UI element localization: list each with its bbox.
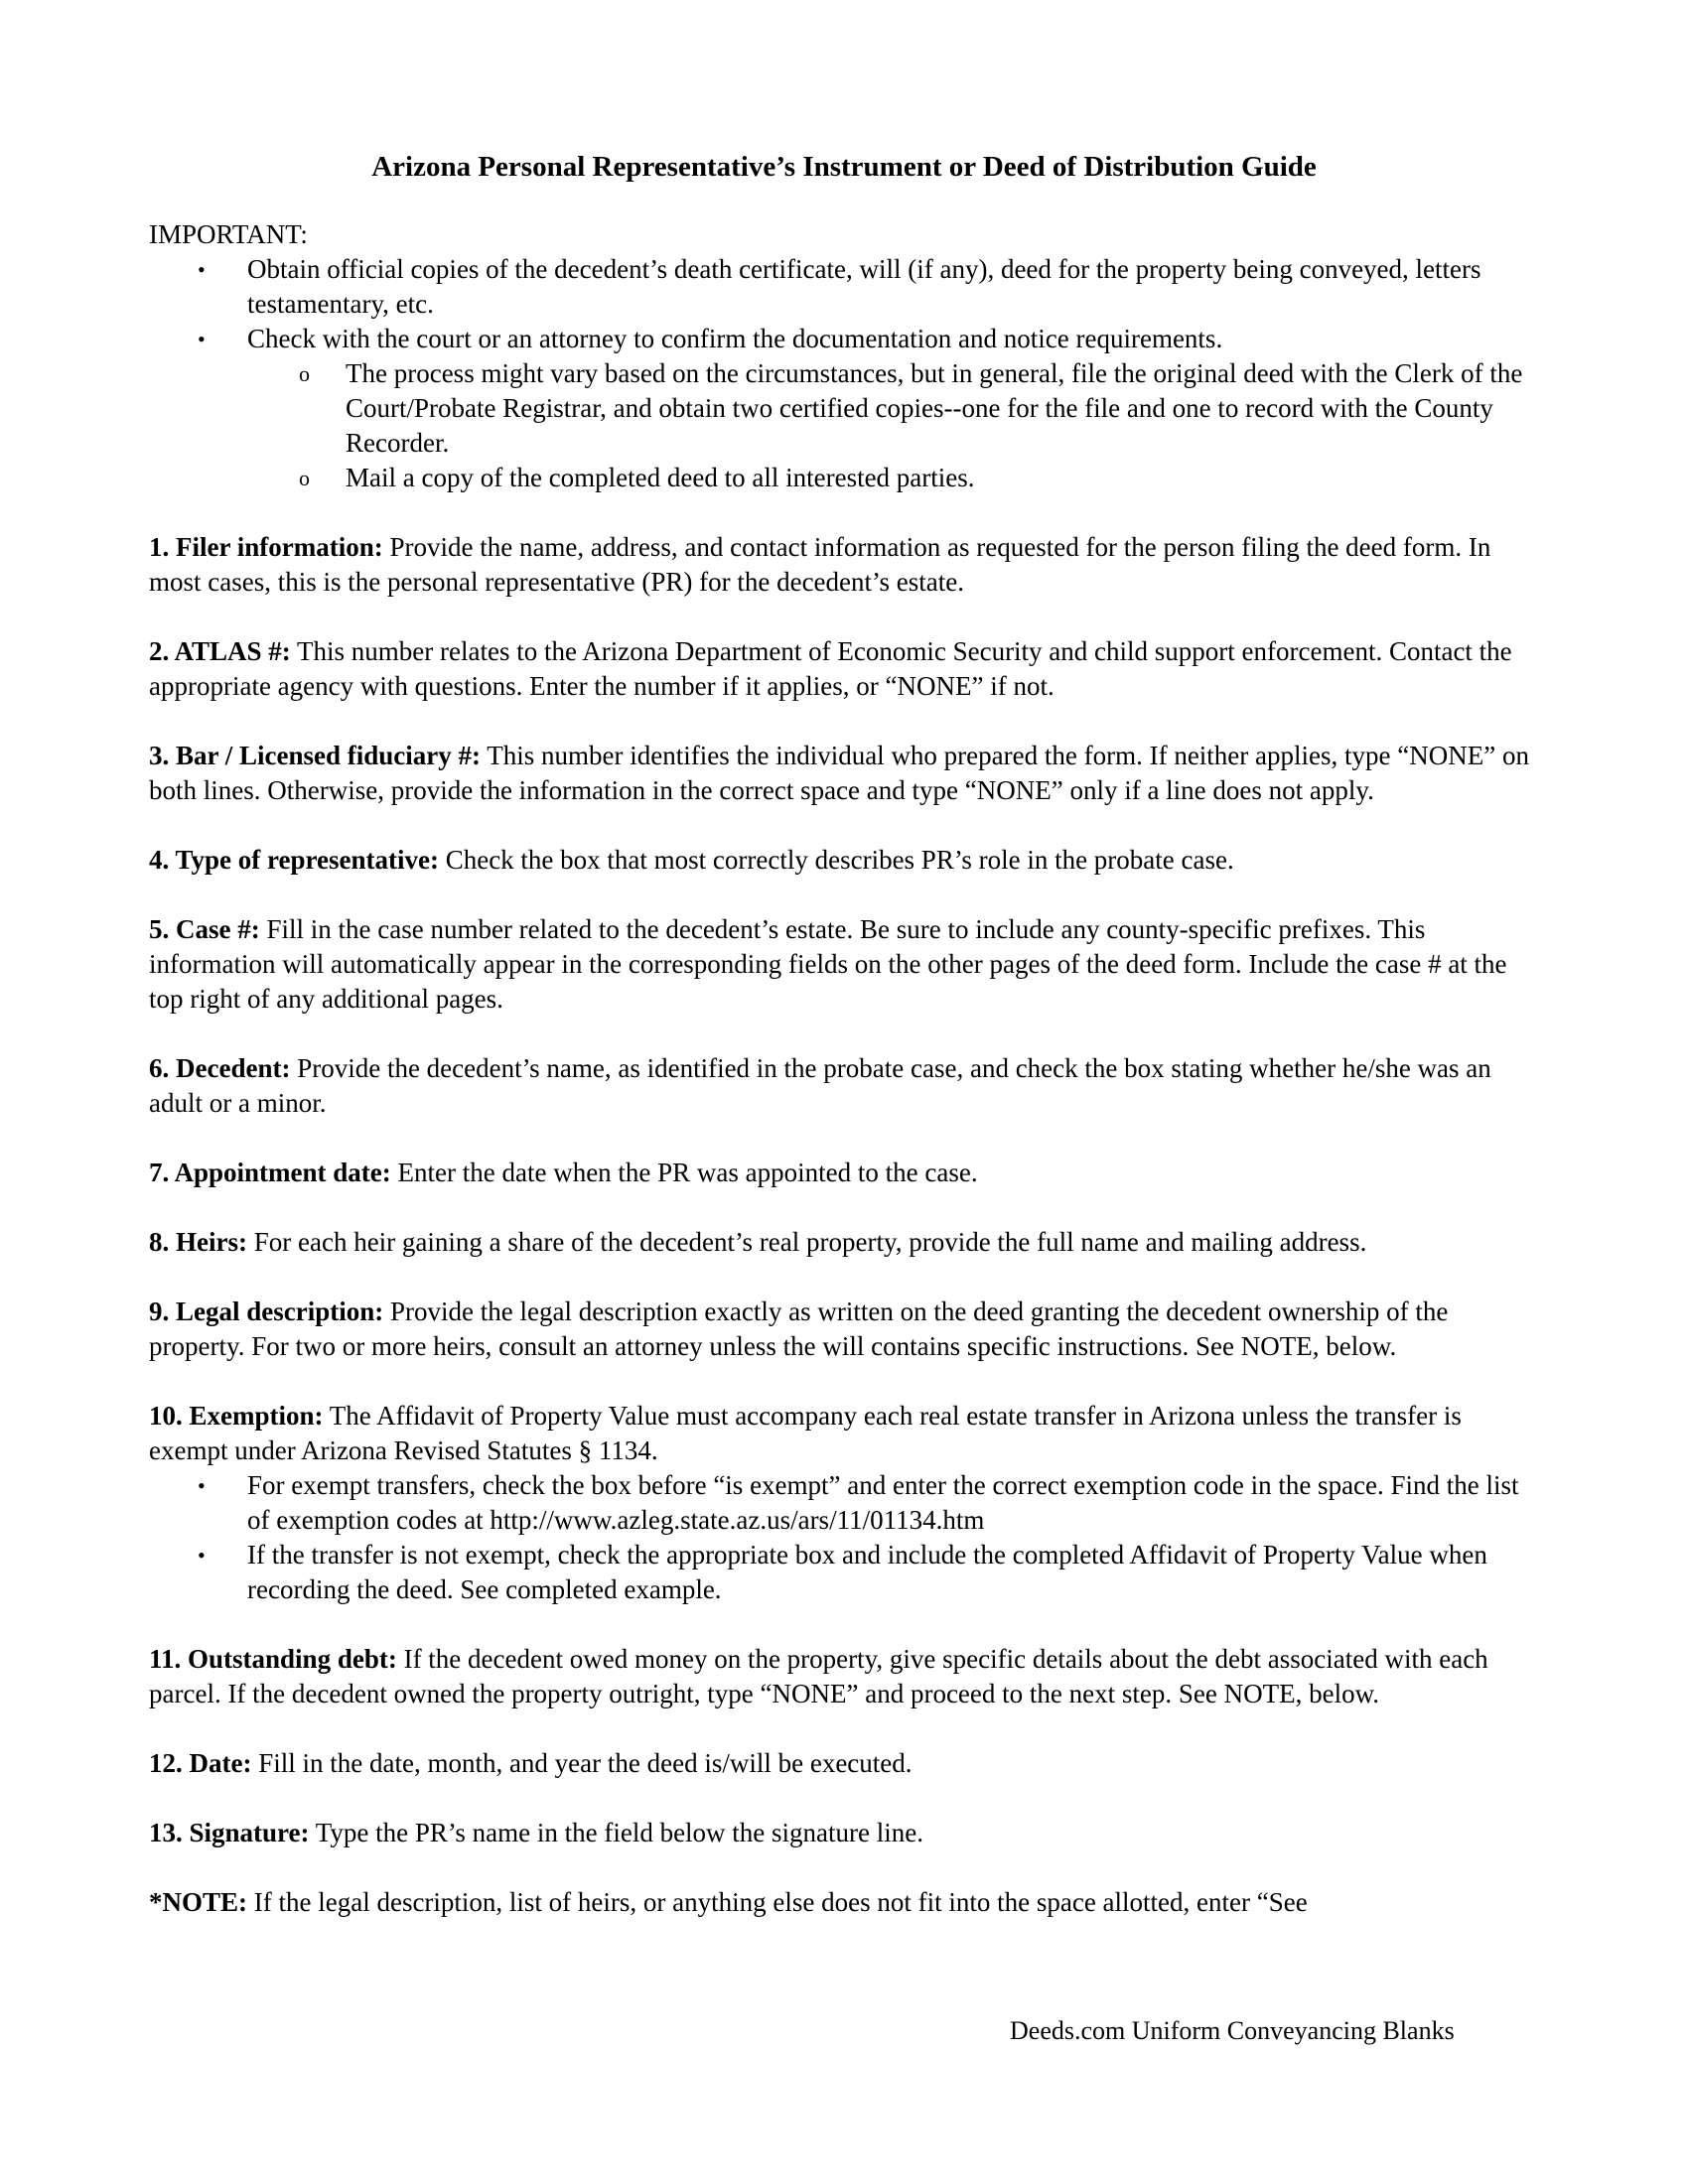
document-body bbox=[149, 217, 1539, 1920]
section-note bbox=[149, 1885, 1539, 1920]
section-type-of-representative bbox=[149, 843, 1539, 878]
circle-bullet-icon: o bbox=[299, 361, 310, 386]
section-label: 7. Appointment date: bbox=[149, 1158, 391, 1187]
list-item-text: If the transfer is not exempt, check the appropriate box and include the completed Affidavit of Property Value when recording the deed. See completed example. bbox=[247, 1540, 1487, 1604]
section-bar-licensed-fiduciary bbox=[149, 739, 1539, 808]
section-label: *NOTE: bbox=[149, 1887, 248, 1917]
section-decedent bbox=[149, 1051, 1539, 1121]
list-item bbox=[247, 356, 1539, 461]
section-heirs bbox=[149, 1225, 1539, 1260]
list-item-text: Check with the court or an attorney to confirm the documentation and notice requirements. bbox=[247, 324, 1223, 353]
section-text: This number relates to the Arizona Department of Economic Security and child support enforcement. Contact the appropriate agency with questions. Enter the number if it applies, or “NONE” if not. bbox=[149, 636, 1512, 701]
section-exemption bbox=[149, 1399, 1539, 1607]
section-text: Provide the legal description exactly as written on the deed granting the decedent ownership of the property. For two or more heirs, consult an attorney unless the will contains specific instructions. See NOTE, below. bbox=[149, 1297, 1449, 1361]
section-text: This number identifies the individual who prepared the form. If neither applies, type “NONE” on both lines. Otherwise, provide the information in the correct space and type “NONE” only if a line does not apply. bbox=[149, 741, 1529, 805]
important-block bbox=[149, 217, 1539, 495]
page-title: Arizona Personal Representative’s Instrument or Deed of Distribution Guide bbox=[371, 151, 1317, 183]
section-text: For each heir gaining a share of the decedent’s real property, provide the full name and mailing address. bbox=[246, 1227, 1367, 1257]
bullet-icon: • bbox=[198, 1543, 206, 1568]
section-text: Type the PR’s name in the field below the signature line. bbox=[309, 1818, 923, 1847]
section-date bbox=[149, 1746, 1539, 1781]
list-item-text: Mail a copy of the completed deed to all interested parties. bbox=[346, 463, 975, 492]
circle-bullet-icon: o bbox=[299, 466, 310, 490]
section-appointment-date bbox=[149, 1156, 1539, 1190]
list-item-text: The process might vary based on the circumstances, but in general, file the original deed with the Clerk of the Court/Probate Registrar, and obtain two certified copies--one for the file and one to record with the County Recorder. bbox=[346, 358, 1523, 458]
section-label: 6. Decedent: bbox=[149, 1053, 291, 1083]
bullet-icon: • bbox=[198, 257, 206, 282]
section-label: 11. Outstanding debt: bbox=[149, 1644, 397, 1674]
section-text: Fill in the date, month, and year the deed is/will be executed. bbox=[251, 1748, 913, 1778]
section-label: 8. Heirs: bbox=[149, 1227, 247, 1257]
list-item bbox=[149, 1468, 1539, 1538]
list-item-text: For exempt transfers, check the box before “is exempt” and enter the correct exemption code in the space. Find the list of exemption codes at http://www.azleg.state.az.us/ars/11/01134.htm bbox=[247, 1470, 1519, 1535]
section-label: 1. Filer information: bbox=[149, 532, 383, 562]
section-label: 12. Date: bbox=[149, 1748, 252, 1778]
section-signature bbox=[149, 1816, 1539, 1850]
section-outstanding-debt bbox=[149, 1642, 1539, 1711]
important-bullet-list bbox=[149, 252, 1539, 495]
important-subbullet-list bbox=[247, 356, 1539, 495]
list-item bbox=[247, 461, 1539, 495]
important-label: IMPORTANT: bbox=[149, 219, 308, 249]
section-label: 5. Case #: bbox=[149, 914, 260, 944]
section-label: 3. Bar / Licensed fiduciary #: bbox=[149, 741, 481, 770]
list-item bbox=[149, 252, 1539, 322]
section-label: 2. ATLAS #: bbox=[149, 636, 291, 666]
section-text: Provide the decedent’s name, as identified in the probate case, and check the box stating whether he/she was an adult or a minor. bbox=[149, 1053, 1491, 1118]
list-item-text: Obtain official copies of the decedent’s death certificate, will (if any), deed for the property being conveyed, letters testamentary, etc. bbox=[247, 254, 1481, 319]
bullet-icon: • bbox=[198, 327, 206, 351]
section-label: 4. Type of representative: bbox=[149, 845, 439, 875]
section-text: Provide the name, address, and contact information as requested for the person filing the deed form. In most cases, this is the personal representative (PR) for the decedent’s estate. bbox=[149, 532, 1491, 597]
section-text: The Affidavit of Property Value must accompany each real estate transfer in Arizona unless the transfer is exempt under Arizona Revised Statutes § 1134. bbox=[149, 1401, 1462, 1465]
section-text: Enter the date when the PR was appointed to the case. bbox=[390, 1158, 978, 1187]
section-case-number bbox=[149, 912, 1539, 1017]
section-legal-description bbox=[149, 1295, 1539, 1364]
section-label: 13. Signature: bbox=[149, 1818, 310, 1847]
section-text: Fill in the case number related to the decedent’s estate. Be sure to include any county-specific prefixes. This information will automatically appear in the corresponding fields on the other pages of the deed form. Include the case # at the top right of any additional pages. bbox=[149, 914, 1507, 1014]
section-label: 9. Legal description: bbox=[149, 1297, 384, 1326]
page-footer: Deeds.com Uniform Conveyancing Blanks bbox=[1010, 2016, 1455, 2045]
section-atlas-number bbox=[149, 634, 1539, 704]
section-text: Check the box that most correctly describes PR’s role in the probate case. bbox=[438, 845, 1234, 875]
section-text: If the decedent owed money on the property, give specific details about the debt associated with each parcel. If the decedent owned the property outright, type “NONE” and proceed to the next step. See NOTE, below. bbox=[149, 1644, 1488, 1708]
section-label: 10. Exemption: bbox=[149, 1401, 324, 1431]
section-text: If the legal description, list of heirs, or anything else does not fit into the space allotted, enter “See bbox=[247, 1887, 1308, 1917]
list-item bbox=[149, 322, 1539, 495]
bullet-icon: • bbox=[198, 1473, 206, 1498]
list-item bbox=[149, 1538, 1539, 1607]
exemption-bullet-list bbox=[149, 1468, 1539, 1607]
section-filer-information bbox=[149, 530, 1539, 600]
